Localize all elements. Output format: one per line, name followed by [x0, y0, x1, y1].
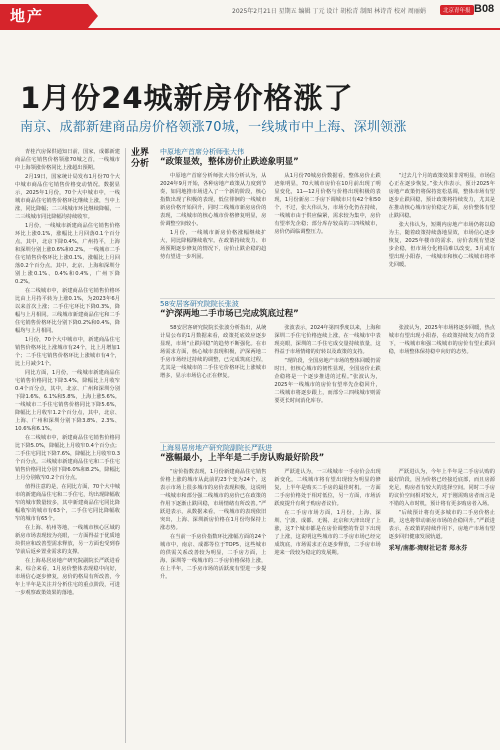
- expert-quote: “政策显效，整体房价止跌迹象明显”: [160, 157, 299, 167]
- newspaper-badge: 北京青年报: [440, 5, 474, 15]
- section-tag-arrow: [88, 4, 98, 28]
- expert-paragraph: “后续预计将有更多城市的二手房价格止跌，这也将带动新房市场的企稳回升。”严跃进表示，在政策的持续作用下，房地产市场有望逐步回归健康发展轨道。: [388, 510, 495, 540]
- headline: 1月份24城新房价格涨了: [20, 81, 354, 115]
- article-paragraph: 在上海、杭州等地，一线城市核心区域的新房市场表现较为亮眼，一方面得益于优质地块供应和改善型需求释放，另一方面也受到春节前后返乡置业需求的支撑。: [15, 525, 120, 555]
- article-paragraph: 1月份，70个大中城市中，新建商品住宅销售价格环比上涨城市有24个，比上月增加1个；二手住宅销售价格环比上涨城市有4个，比上月减少1个。: [15, 337, 120, 367]
- expert-paragraph: 严跃进认为，今年上半年是二手房认购的最好阶段，因为价格已经接近底部，而且房源充足，购房者有较大的选择空间。同时二手房的议价空间相对较大，对于刚需购房者而言是不错的入市时机，预计将有更多购房者入场。: [388, 469, 495, 507]
- expert-block-zhang-dawei: [160, 148, 495, 298]
- expert-paragraph: 在当前一手房价指数环比涨幅方面的24个城市中，南京、成都等位于TOP5，这些城市的供需关系改善较为明显，二手房方面，上海、深圳等一线城市的二手房价格保持上涨，在上半年，二手房市场的活跃度有望进一步提升。: [160, 534, 267, 580]
- page-header: [0, 0, 500, 30]
- dateline: 2025年2月21日 星期五 编辑 丁元 设计 胡松青 制图 林诗青 校对 周丽娟: [232, 8, 426, 15]
- section-divider: [160, 298, 495, 299]
- expert-name: 上海易居房地产研究院副院长严跃进: [160, 444, 272, 452]
- column-divider: [125, 148, 126, 743]
- expert-paragraph: 58安居客研究院院长张波分析指出，从统计局公布的1月数据来看，政策托底效应逐步显现，市场“止跌回稳”的趋势不断强化。在市场需求方面，核心城市表现积极，沪深两地二手房市场经过持续的调整，已完成筑底过程，尤其是一线城市的二手住宅价格环比上涨城市增多，显示市场信心正在修复。: [160, 325, 267, 379]
- expert-paragraph: 在二手房市场方面，1月份，上海、深圳、宁波、成都、无锡、北京和天津出现了上涨，这7个城市都是在房价调整的背景下出现了上涨，这说明这些城市的二手房市场已经完成筑底，市场需求正在逐步释放，二手房市场迎来一段较为稳定的发展期。: [274, 510, 381, 556]
- header-divider: [0, 28, 500, 30]
- expert-quote: “沪深两地二手市场已完成筑底过程”: [160, 309, 299, 319]
- expert-paragraph: 张大伟认为，短期内房地产市场仍将以稳为主，随着政策持续落地显效，市场信心逐步恢复，2025年楼市的需求、房价表现有望逐步企稳，但市场分化格局难以改变。3月或有望出现小阳春，一线城市和核心二线城市将率先回暖。: [388, 222, 495, 268]
- article-paragraph: 在二线城市中，新建商品住宅销售价格环比由上月持平转为上涨0.1%，为2023年6月以来首次上涨；二手住宅环比下降0.3%，降幅与上月相同。三线城市新建商品住宅和二手住宅销售价格环比分别下降0.2%和0.4%，降幅均与上月相同。: [15, 288, 120, 334]
- expert-paragraph: 1月份，一线城市新房价格涨幅继续扩大，同比降幅继续收窄。在政策持续发力、市场预期逐步修复的情况下，房价止跌企稳的趋势有望进一步巩固。: [160, 230, 267, 260]
- expert-block-yan-yuejin: [160, 444, 495, 744]
- expert-paragraph: 张波表示，2024年第四季度以来，上海和深圳二手住宅价格连续上涨，在一线城市中表现亮眼，深圳的二手住宅成交量持续放量，这得益于市场情绪的好转以及政策的支持。: [274, 325, 381, 355]
- expert-quote: “涨幅最小，上半年是二手房认购最好阶段”: [160, 453, 325, 463]
- page-number: B08: [474, 3, 495, 15]
- article-paragraph: 同比方面，1月份，一线城市新建商品住宅销售价格同比下降3.4%，降幅比上月收窄0.4个百分点，其中，北京、广州和深圳分别下降1.6%、6.1%和5.8%，上海上涨5.6%。一线城市二手住宅销售价格同比下降5.6%，降幅比上月收窄1.2个百分点，其中，北京、上海、广州和深圳分别下降3.8%、2.3%、10.6%和6.1%。: [15, 370, 120, 432]
- reporter-credit: 采写/南都·湾财社记者 郑永芬: [388, 545, 468, 552]
- expert-paragraph: 严跃进认为，一三线城市一手房价会出现新变化，二线城市将有望出现较为明显的修复，上半年是购买二手房的最佳时机。一方面二手房价格处于相对低位，另一方面，市场活跃度提升有利于购房者议价。: [274, 469, 381, 507]
- expert-block-zhang-bo: [160, 300, 495, 442]
- article-paragraph: 在上海易居房地产研究院副院长严跃进看来，综合来看，1月房价整体表现稳中向好，市场信心逐步修复，房价的格局有所改善，今年上半年是关注并分析住宅的重点阶段，可进一步观察政策效果的落地。: [15, 558, 120, 596]
- expert-name: 58安居客研究院院长张波: [160, 300, 239, 308]
- section-tag: 地产: [0, 4, 88, 28]
- expert-paragraph: “过去几个月的政策效果非常明显，市场信心正在逐步恢复。”张大伟表示，预计2025年房地产政策仍将保持宽松基调，整体市场有望逐步止跌回稳，预计政策将持续发力，尤其是在推动核心城市房价稳定方面，房价整体有望止跌回稳。: [388, 173, 495, 219]
- article-paragraph: 1月份，一线城市新建商品住宅销售价格环比上涨0.1%，涨幅比上月回落0.1个百分点。其中，北京下降0.4%，广州持平，上海和深圳分别上涨0.6%和0.2%。一线城市二手住宅销售价格环比上涨0.1%，涨幅比上月回落0.2个百分点。其中，北京、上海和深圳分别上涨0.1%、0.4%和0.4%，广州下降0.2%。: [15, 223, 120, 285]
- subheadline: 南京、成都新建商品房价格领涨70城，一线城市中上海、深圳领涨: [20, 120, 407, 135]
- expert-paragraph: 张波认为，2025年市场将逐步回暖，热点城市有望出现小阳春，在政策持续发力的背景下，一线城市和强二线城市的房价有望止跌回稳，市场整体保持稳中向好的态势。: [388, 325, 495, 355]
- industry-analysis-label: 业界分析: [131, 148, 150, 169]
- article-paragraph: 在二线城市中，新建商品住宅销售价格同比下降5.0%，降幅比上月收窄0.4个百分点；二手住宅同比下降7.6%，降幅比上月收窄0.3个百分点。三线城市新建商品住宅和二手住宅销售价格同比分别下降6.0%和8.2%，降幅比上月分别收窄0.2个百分点。: [15, 435, 120, 481]
- section-divider: [160, 442, 495, 443]
- expert-paragraph: 中原地产首席分析师张大伟分析认为，从2024年9月开始，各种房地产政策从力度到节奏，如同地推市场进入了一个新的阶段，核心指数出现了积极的表现，低位徘徊的一线城市新房价格开始回升，同时二线城市新房房价的表现，二线城市的核心城市价格修复明显，房价调整空间较小。: [160, 173, 267, 227]
- main-article-column: [15, 148, 120, 744]
- article-paragraph: 2月19日，国家统计局发布1月份70个大中城市商品住宅销售价格变动情况。数据显示，2025年1月份，70个大中城市中，一线城市商品住宅销售价格环比继续上涨，当中上涨，同比降幅；二三线城市环比继续降幅，一二三线城市同比降幅均持续收窄。: [15, 174, 120, 220]
- expert-name: 中原地产首席分析师张大伟: [160, 148, 244, 156]
- expert-paragraph: 从1月份70城房价数据看，整体房价止跌迹象明显，70大城市房价在10月前出现了明显变化，11—12月价格与价格出现积极的表现，1月份新房二手房下调城市只有42个和50个，不过，张大伟认为，市场分化仍在持续，一线城市由于供应偏紧，需求较为集中，房价有望率先企稳；部分库存较高的三四线城市，房价仍面临调整压力。: [274, 173, 381, 235]
- expert-paragraph: “现阶段，全国房地产市场的整体回暖仍需时日，但核心城市的韧性显现，全国房价止跌企稳将是一个逐步推进的过程。”张波认为，2025年一线城市的房价有望率先企稳回升，二线城市将逐步跟上，而部分三四线城市则需要更长时间消化库存。: [274, 358, 381, 404]
- article-paragraph: 值得注意的是，在同比方面，70个大中城市的新建商品住宅和二手住宅，均出现降幅收窄的城市数量较多，其中新建商品住宅同比降幅收窄的城市有63个，二手住宅同比降幅收窄的城市有65个。: [15, 484, 120, 522]
- expert-paragraph: “房价指数表现，1月份新建商品住宅销售价格上涨的城市从此前的23个变为24个，这表示市场上很多城市的房价表现积极，这说明一线城市和部分强二线城市的房价已在政策的作用下逐渐止跌回稳，市场情绪有所改善。”严跃进表示，从数据来看，一线城市的表现依旧突出，上海、深圳新房价格在1月份均保持上涨态势。: [160, 469, 267, 531]
- article-paragraph: 青桂汽房保供通知日前，国家，成都新建商品住宅销售价格领涨70城之首，一线城市中上海领涨价格同比上涨超出预期。: [15, 149, 120, 171]
